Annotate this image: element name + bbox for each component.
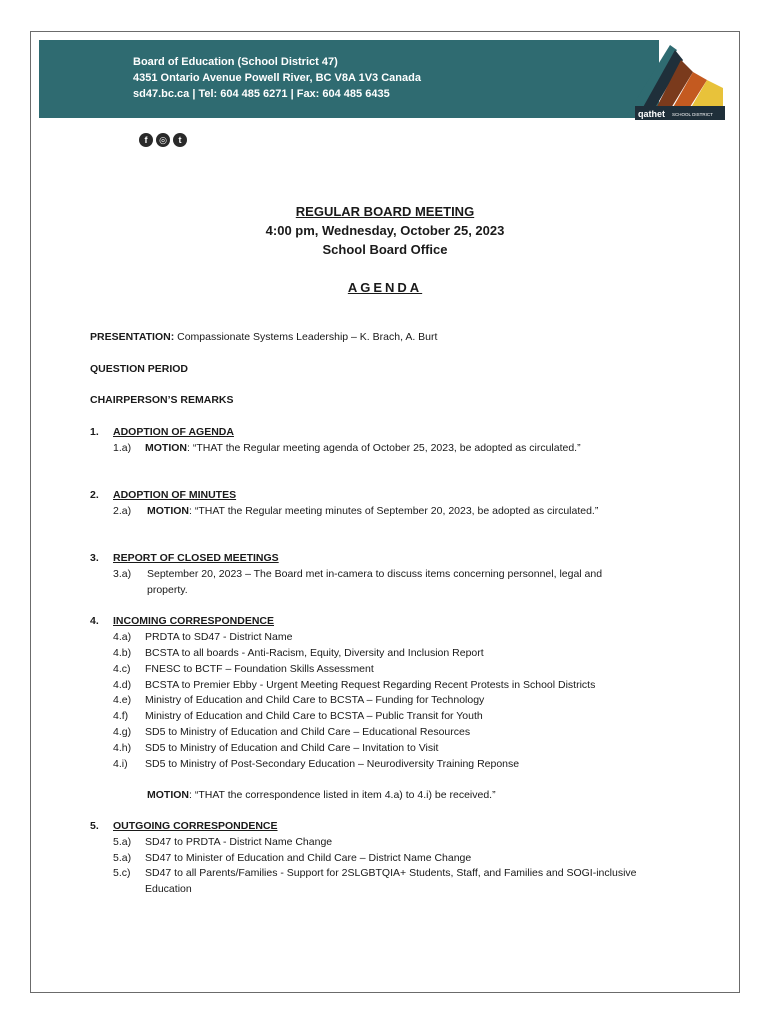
section-title: ADOPTION OF MINUTES bbox=[113, 489, 237, 501]
meeting-title: REGULAR BOARD MEETING bbox=[295, 204, 475, 219]
question-period: QUESTION PERIOD bbox=[90, 363, 189, 375]
item-number: 4.e) bbox=[113, 694, 132, 706]
list-item: September 20, 2023 – The Board met in-camera to discuss items concerning personnel, legal and bbox=[147, 568, 603, 580]
list-item: SD5 to Ministry of Post-Secondary Education – Neurodiversity Training Reponse bbox=[145, 758, 520, 770]
facebook-icon[interactable]: f bbox=[139, 133, 153, 147]
presentation-text: Compassionate Systems Leadership – K. Brach, A. Burt bbox=[177, 331, 438, 343]
meeting-datetime: 4:00 pm, Wednesday, October 25, 2023 bbox=[265, 223, 505, 238]
list-item: Ministry of Education and Child Care to BCSTA – Funding for Technology bbox=[145, 694, 485, 706]
list-item: MOTION: “THAT the Regular meeting agenda of October 25, 2023, be adopted as circulated.” bbox=[145, 442, 581, 454]
correspondence-motion: MOTION: “THAT the correspondence listed in item 4.a) to 4.i) be received.” bbox=[147, 789, 496, 801]
letterhead-text bbox=[133, 54, 421, 102]
item-number: 4.f) bbox=[113, 710, 129, 722]
section-title: INCOMING CORRESPONDENCE bbox=[113, 615, 275, 627]
item-number: 4.a) bbox=[113, 631, 132, 643]
social-icons bbox=[139, 133, 187, 147]
section-number: 3. bbox=[90, 552, 99, 564]
item-number: 2.a) bbox=[113, 505, 132, 517]
board-address: 4351 Ontario Avenue Powell River, BC V8A 1V3 Canada bbox=[133, 72, 421, 84]
list-item: SD47 to Minister of Education and Child Care – District Name Change bbox=[145, 852, 472, 864]
list-item: SD5 to Ministry of Education and Child Care – Educational Resources bbox=[145, 726, 471, 738]
district-logo bbox=[615, 40, 725, 120]
section-number: 2. bbox=[90, 489, 99, 501]
instagram-icon[interactable]: ◎ bbox=[156, 133, 170, 147]
item-number: 4.h) bbox=[113, 742, 132, 754]
section-title: REPORT OF CLOSED MEETINGS bbox=[113, 552, 279, 564]
list-item: MOTION: “THAT the Regular meeting minutes of September 20, 2023, be adopted as circulated.” bbox=[147, 505, 599, 517]
meeting-location: School Board Office bbox=[322, 242, 448, 257]
list-item: BCSTA to all boards - Anti-Racism, Equity, Diversity and Inclusion Report bbox=[145, 647, 484, 659]
presentation-label: PRESENTATION: bbox=[90, 331, 175, 343]
section-title: ADOPTION OF AGENDA bbox=[113, 426, 234, 438]
list-item: Ministry of Education and Child Care to BCSTA – Public Transit for Youth bbox=[145, 710, 483, 722]
item-number: 4.b) bbox=[113, 647, 132, 659]
list-item: SD47 to all Parents/Families - Support for 2SLGBTQIA+ Students, Staff, and Families and SOGI-inclusive bbox=[145, 867, 637, 879]
list-item: PRDTA to SD47 - District Name bbox=[145, 631, 293, 643]
list-item: FNESC to BCTF – Foundation Skills Assessment bbox=[145, 663, 374, 675]
list-item-continued: Education bbox=[145, 883, 192, 895]
twitter-icon[interactable]: t bbox=[173, 133, 187, 147]
item-number: 4.i) bbox=[113, 758, 128, 770]
board-contact: sd47.bc.ca | Tel: 604 485 6271 | Fax: 604 485 6435 bbox=[133, 88, 390, 100]
item-number: 5.a) bbox=[113, 836, 132, 848]
chairperson-remarks: CHAIRPERSON’S REMARKS bbox=[90, 394, 234, 406]
section-title: OUTGOING CORRESPONDENCE bbox=[113, 820, 278, 832]
list-item: SD5 to Ministry of Education and Child Care – Invitation to Visit bbox=[145, 742, 439, 754]
section-number: 5. bbox=[90, 820, 99, 832]
item-number: 5.c) bbox=[113, 867, 131, 879]
section-number: 4. bbox=[90, 615, 99, 627]
presentation-line bbox=[90, 330, 437, 344]
section-number: 1. bbox=[90, 426, 99, 438]
item-number: 4.d) bbox=[113, 679, 132, 691]
list-item-continued: property. bbox=[147, 584, 188, 596]
agenda-heading: AGENDA bbox=[347, 280, 423, 295]
item-number: 5.a) bbox=[113, 852, 132, 864]
logo-subtext: SCHOOL DISTRICT bbox=[672, 112, 713, 117]
item-number: 3.a) bbox=[113, 568, 132, 580]
item-number: 4.g) bbox=[113, 726, 132, 738]
item-number: 4.c) bbox=[113, 663, 131, 675]
item-number: 1.a) bbox=[113, 442, 132, 454]
logo-text: qathet bbox=[638, 109, 665, 119]
board-name: Board of Education (School District 47) bbox=[133, 56, 338, 68]
list-item: BCSTA to Premier Ebby - Urgent Meeting Request Regarding Recent Protests in School Districts bbox=[145, 679, 596, 691]
list-item: SD47 to PRDTA - District Name Change bbox=[145, 836, 333, 848]
